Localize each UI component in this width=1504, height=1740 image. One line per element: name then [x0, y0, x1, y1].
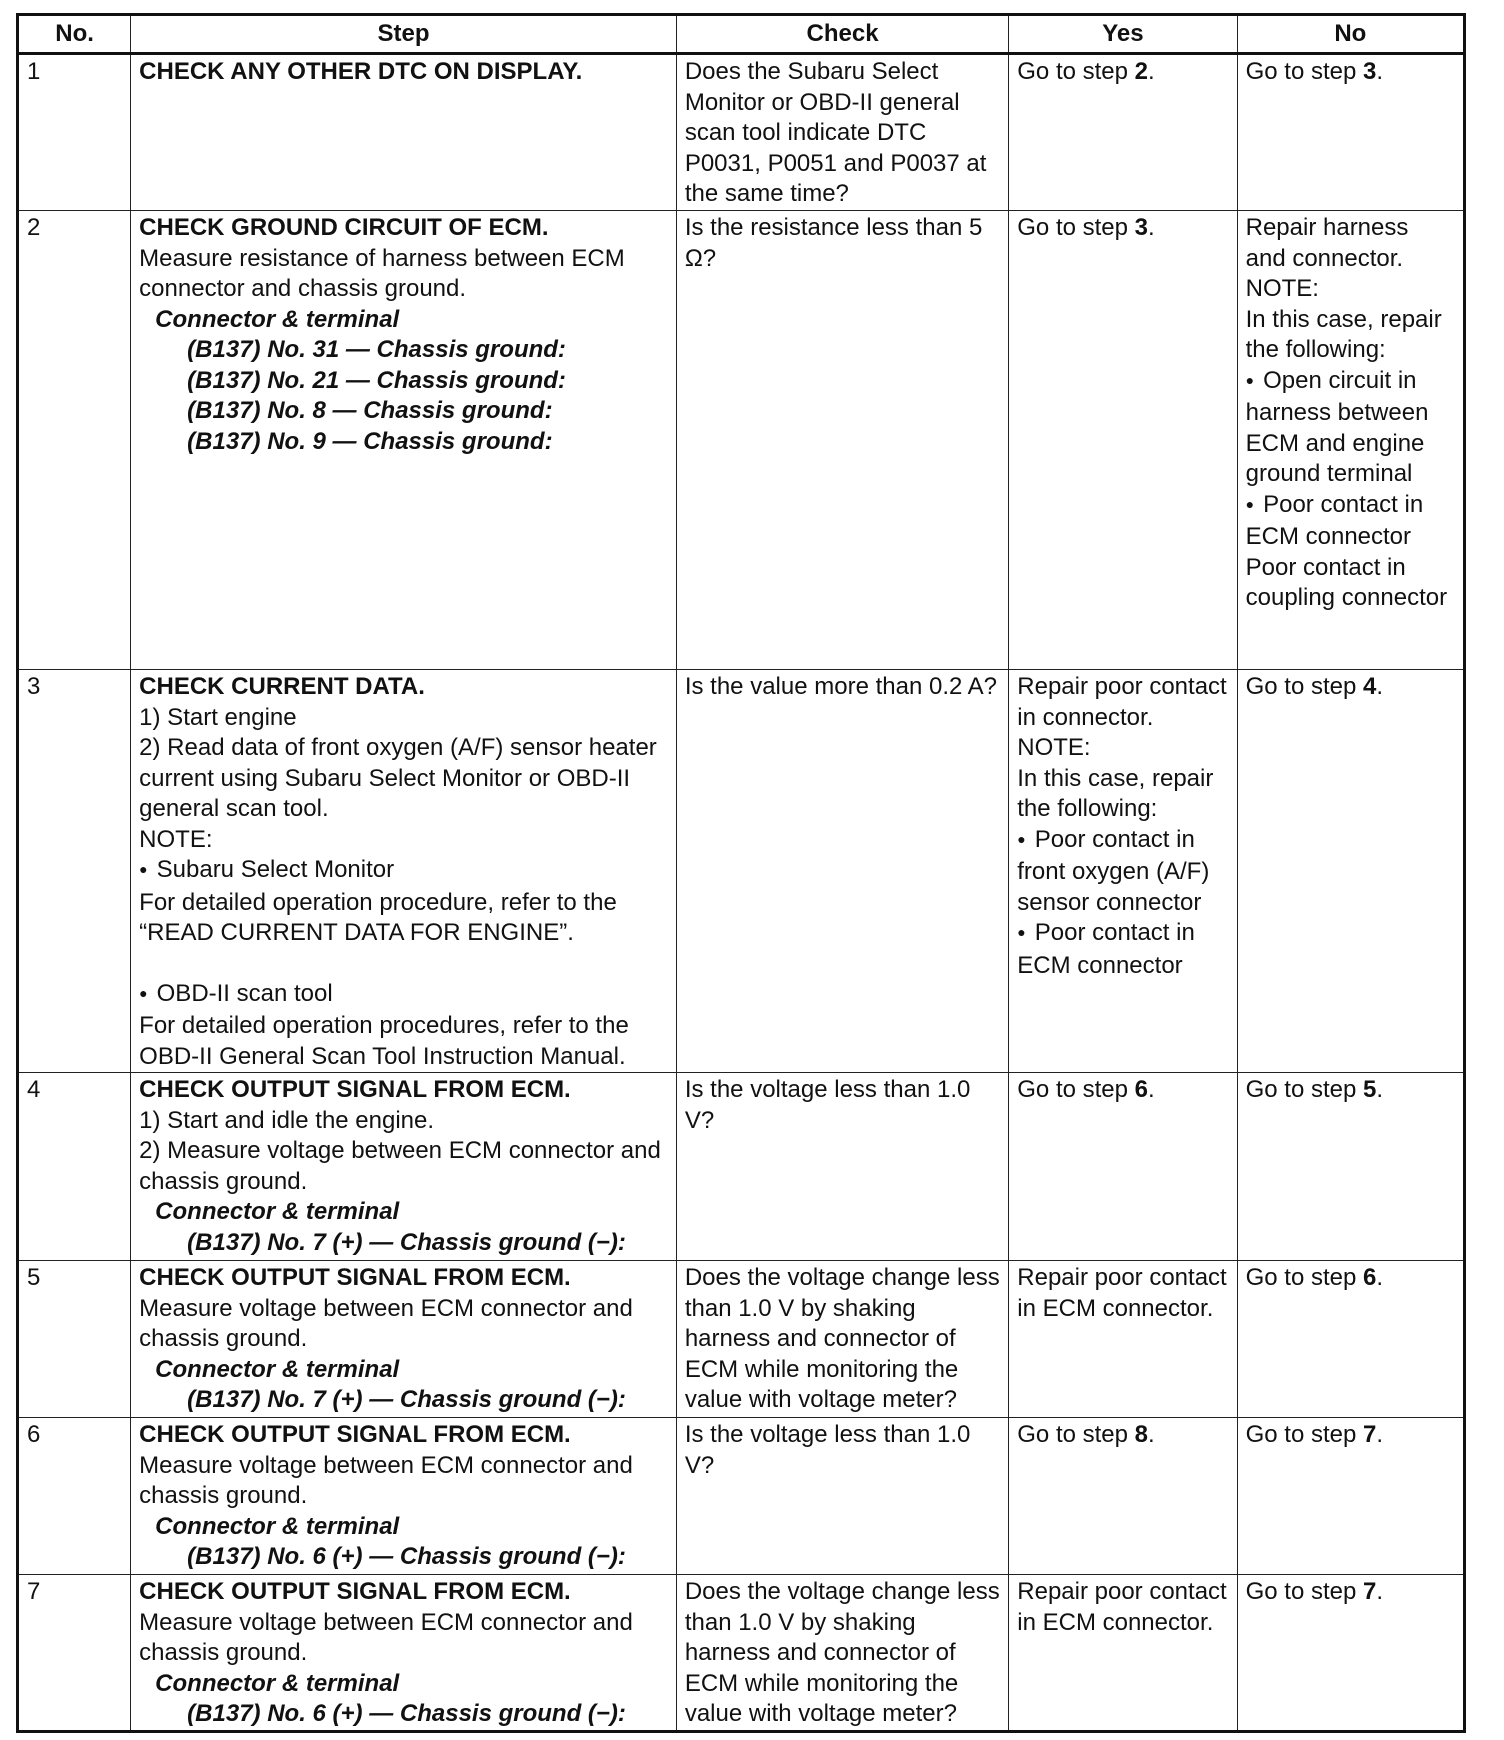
row-number: 4 [18, 1073, 131, 1261]
yes-cell: Go to step 3. [1009, 211, 1237, 670]
no-cell: Go to step 7. [1237, 1575, 1464, 1732]
yes-step-ref[interactable]: 8 [1134, 1421, 1149, 1448]
header-yes: Yes [1009, 15, 1237, 54]
no-cell: Go to step 5. [1237, 1073, 1464, 1261]
check-cell: Does the Subaru Select Monitor or OBD-II general scan tool indicate DTC P0031, P0051 and P0037 at the same time? [676, 54, 1008, 211]
header-row [18, 15, 1465, 54]
no-cell: Go to step 6. [1237, 1261, 1464, 1418]
substep: 2) Read data of front oxygen (A/F) sensor heater current using Subaru Select Monitor or OBD-II general scan tool. [139, 734, 657, 822]
no-step-ref[interactable]: 3 [1363, 58, 1377, 85]
no-cell: Go to step 7. [1237, 1418, 1464, 1575]
row-number: 2 [18, 211, 131, 670]
row-number: 5 [18, 1261, 131, 1418]
bullet-item: ● Poor contact in ECM connector [1246, 490, 1455, 553]
note-label: NOTE: [1245, 275, 1319, 302]
step-cell [131, 211, 677, 670]
bullet-item: ● Open circuit in harness between ECM and engine ground terminal [1246, 366, 1455, 490]
terminal-spec: (B137) No. 6 (+) — Chassis ground (−): [187, 1700, 626, 1727]
terminal-spec: (B137) No. 8 — Chassis ground: [187, 397, 553, 424]
yes-cell: Repair poor contact in ECM connector. [1009, 1575, 1237, 1732]
step-description: Measure voltage between ECM connector and chassis ground. [139, 1608, 633, 1666]
connector-label: Connector & terminal [155, 1669, 400, 1697]
step-description: Measure voltage between ECM connector and chassis ground. [139, 1294, 633, 1352]
step-cell [131, 54, 677, 211]
header-check: Check [676, 15, 1008, 54]
row-number: 7 [18, 1575, 131, 1732]
yes-step-ref[interactable]: 3 [1134, 214, 1149, 241]
table-row [18, 1073, 1465, 1261]
yes-cell [1009, 670, 1237, 1073]
no-step-ref[interactable]: 7 [1363, 1421, 1377, 1448]
step-description: Measure voltage between ECM connector and chassis ground. [139, 1451, 633, 1509]
step-cell [131, 1261, 677, 1418]
table-row [18, 211, 1465, 670]
check-cell: Is the voltage less than 1.0 V? [676, 1073, 1008, 1261]
terminal-spec: (B137) No. 9 — Chassis ground: [187, 427, 553, 455]
yes-cell: Go to step 8. [1009, 1418, 1237, 1575]
yes-cell: Repair poor contact in ECM connector. [1009, 1261, 1237, 1418]
step-title: CHECK ANY OTHER DTC ON DISPLAY. [139, 58, 583, 85]
connector-label: Connector & terminal [155, 1355, 400, 1383]
bullet-item: ● Poor contact in front oxygen (A/F) sensor connector [1017, 825, 1228, 919]
check-cell: Is the value more than 0.2 A? [676, 670, 1008, 1073]
header-step: Step [131, 15, 677, 54]
note-text: In this case, repair the following: [1245, 305, 1442, 363]
header-no-result: No [1237, 15, 1464, 54]
yes-cell: Go to step 2. [1009, 54, 1237, 211]
step-cell [131, 670, 677, 1073]
yes-action: Repair poor contact in connector. [1017, 673, 1227, 731]
connector-label: Connector & terminal [155, 1512, 400, 1540]
substep: 1) Start and idle the engine. [139, 1106, 435, 1134]
terminal-spec: (B137) No. 7 (+) — Chassis ground (−): [187, 1386, 626, 1413]
step-title: CHECK OUTPUT SIGNAL FROM ECM. [139, 1421, 571, 1448]
table-row [18, 670, 1465, 1073]
step-cell [131, 1073, 677, 1261]
yes-step-ref[interactable]: 6 [1134, 1076, 1149, 1103]
no-cell: Go to step 4. [1237, 670, 1464, 1073]
note-text: For detailed operation procedures, refer to the OBD-II General Scan Tool Instruction Manual. [139, 1012, 629, 1070]
no-step-ref[interactable]: 7 [1363, 1578, 1377, 1605]
no-step-ref[interactable]: 4 [1363, 673, 1377, 700]
table-row [18, 1418, 1465, 1575]
step-title: CHECK OUTPUT SIGNAL FROM ECM. [139, 1264, 571, 1291]
note-label: NOTE: [139, 825, 213, 853]
no-cell: Go to step 3. [1237, 54, 1464, 211]
row-number: 1 [18, 54, 131, 211]
step-title: CHECK OUTPUT SIGNAL FROM ECM. [139, 1578, 571, 1605]
table-row [18, 1575, 1465, 1732]
table-row [18, 54, 1465, 211]
step-title: CHECK GROUND CIRCUIT OF ECM. [139, 214, 549, 241]
substep: 1) Start engine [139, 703, 297, 731]
no-step-ref[interactable]: 6 [1363, 1264, 1377, 1291]
yes-cell: Go to step 6. [1009, 1073, 1237, 1261]
no-cell [1237, 211, 1464, 670]
step-cell [131, 1418, 677, 1575]
note-text: In this case, repair the following: [1017, 764, 1214, 822]
connector-label: Connector & terminal [155, 305, 400, 333]
note-label: NOTE: [1017, 734, 1091, 761]
diagnostic-procedure-table [16, 13, 1466, 1733]
terminal-spec: (B137) No. 31 — Chassis ground: [187, 336, 566, 363]
no-step-ref[interactable]: 5 [1363, 1076, 1377, 1103]
connector-label: Connector & terminal [155, 1198, 400, 1225]
step-title: CHECK OUTPUT SIGNAL FROM ECM. [139, 1076, 571, 1103]
check-cell: Is the resistance less than 5 Ω? [676, 211, 1008, 670]
check-cell: Does the voltage change less than 1.0 V by shaking harness and connector of ECM while monitoring the value with voltage meter? [676, 1575, 1008, 1732]
terminal-spec: (B137) No. 7 (+) — Chassis ground (−): [187, 1228, 626, 1256]
step-title: CHECK CURRENT DATA. [139, 673, 425, 700]
row-number: 6 [18, 1418, 131, 1575]
table-row [18, 1261, 1465, 1418]
substep: 2) Measure voltage between ECM connector and chassis ground. [139, 1137, 661, 1195]
check-cell: Is the voltage less than 1.0 V? [676, 1418, 1008, 1575]
no-action: Repair harness and connector. [1245, 214, 1409, 272]
terminal-spec: (B137) No. 21 — Chassis ground: [187, 366, 566, 394]
step-description: Measure resistance of harness between ECM connector and chassis ground. [139, 244, 625, 302]
bullet-item: ● Subaru Select Monitor [139, 855, 668, 888]
row-number: 3 [18, 670, 131, 1073]
note-text: For detailed operation procedure, refer to the “READ CURRENT DATA FOR ENGINE”. [139, 888, 617, 946]
step-cell [131, 1575, 677, 1732]
terminal-spec: (B137) No. 6 (+) — Chassis ground (−): [187, 1543, 626, 1570]
note-text: Poor contact in coupling connector [1245, 553, 1448, 611]
bullet-item: ● OBD-II scan tool [139, 979, 668, 1012]
bullet-item: ● Poor contact in ECM connector [1017, 918, 1228, 981]
header-no: No. [18, 15, 131, 54]
yes-step-ref[interactable]: 2 [1134, 58, 1149, 85]
check-cell: Does the voltage change less than 1.0 V by shaking harness and connector of ECM while monitoring the value with voltage meter? [676, 1261, 1008, 1418]
